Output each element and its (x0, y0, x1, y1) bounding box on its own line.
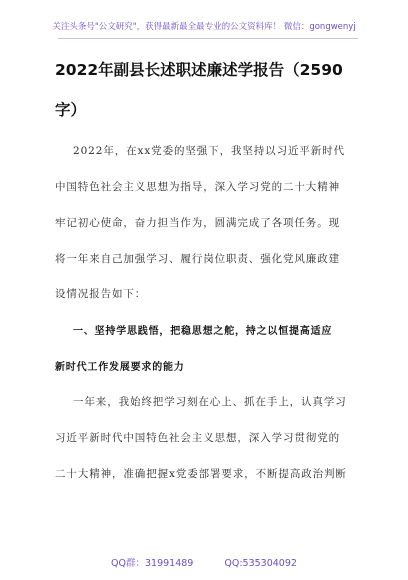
banner-divider (58, 38, 358, 39)
body-line-5: 设情况报告如下： (55, 288, 147, 300)
body-line-8: 二十大精神，准确把握x党委部署要求，不断提高政治判断 (55, 468, 347, 480)
body-line-1: 2022年，在xx党委的坚强下，我坚持以习近平新时代 (73, 145, 345, 157)
document-title-line-2: 字） (55, 101, 87, 119)
footer-contact (0, 555, 408, 569)
footer-qq-group: QQ群：31991489 (111, 558, 194, 569)
body-line-3: 牢记初心使命，奋力担当作为，圆满完成了各项任务。现 (55, 217, 340, 229)
section-heading-line-2: 新时代工作发展要求的能力 (55, 362, 185, 373)
footer-qq-number: QQ:535304092 (224, 558, 297, 569)
document-title-line-1: 2022年副县长述职述廉述学报告（2590 (55, 61, 343, 79)
banner-text: 关注头条号"公文研究"，获得最新最全最专业的公文资料库！ 微信：gongwenyj (52, 22, 356, 32)
body-line-2: 中国特色社会主义思想为指导，深入学习党的二十大精神 (55, 181, 340, 193)
section-heading-line-1: 一、坚持学思践悟，把稳思想之舵，持之以恒提高适应 (73, 326, 333, 337)
body-line-4: 将一年来自己加强学习、履行岗位职责、强化党风廉政建 (55, 253, 340, 265)
body-line-6: 一年来，我始终把学习刻在心上、抓在手上，认真学习 (73, 396, 347, 408)
body-line-7: 习近平新时代中国特色社会主义思想，深入学习贯彻党的 (55, 432, 340, 444)
